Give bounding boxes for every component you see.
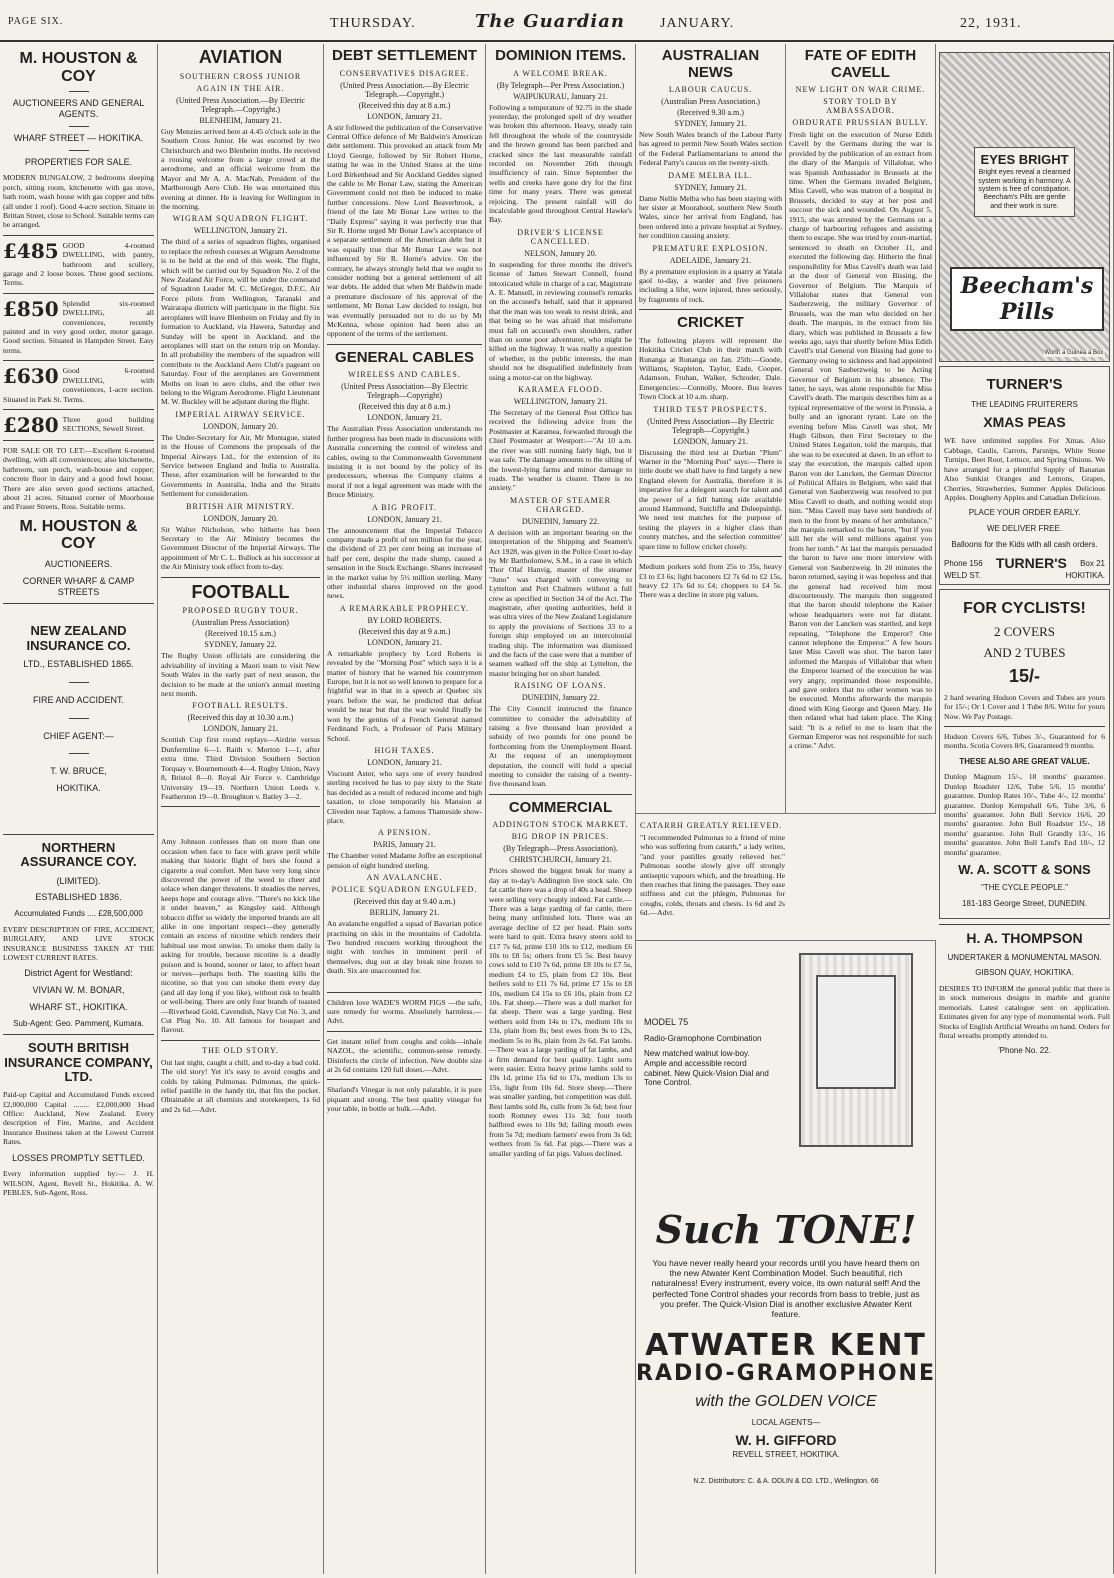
pension-dateline: PARIS, January 21. [373, 840, 436, 850]
taxes-heading: HIGH TAXES. [374, 745, 435, 755]
thompson-title: H. A. THOMPSON [966, 930, 1083, 947]
property-1: MODERN BUNGALOW, 2 bedrooms sleeping porch, sitting room, kitchenette with gas stove, bath room, wash house with gas copper and tubs (all under 1 roof). Good 4-acre section. Situate in Brittan Street, close to School. Suitable terms can be arranged. [3, 173, 154, 230]
vinegar-advert: Sharland's Vinegar is not only palatable, it is pure piquant and strong. The best quality vinegar for your table, in bottle or bulk.—Advt. [327, 1085, 482, 1114]
results-received: (Received this day at 10.30 a.m.) [187, 713, 294, 723]
master-dateline: DUNEDIN, January 22. [521, 516, 600, 526]
scott-address: 181-183 George Street, DUNEDIN. [962, 898, 1087, 908]
catarrh-heading: CATARRH GREATLY RELIEVED. [640, 821, 783, 830]
houston2-address: CORNER WHARF & CAMP STREETS [22, 575, 135, 597]
houston-sub: AUCTIONEERS AND GENERAL AGENTS. [12, 98, 145, 119]
nazol-advert: Get instant relief from coughs and colds—inhale NAZOL, the scientific, common-sense remedy. Disinfects the circle of infection. New double size at 2s 6d contains 120 full doses.—Advt. [327, 1036, 482, 1075]
radio-gramophone-title: RADIO-GRAMOPHONE [636, 1361, 936, 1387]
wigram-heading: WIGRAM SQUADRON FLIGHT. [172, 214, 309, 224]
aviation-credit: (United Press Association.—By Electric Telegraph.—Copyright.) [176, 95, 305, 114]
value-text: Dunlop Magnum 15/-, 18 months' guarantee. Dunlop Roadster 12/6, Tube 5/6, 15 months' guarantee. Dunlop Rates 10/-, Tube 4/-, 12 months' guarantee. Dunlop Kempshall 6/6, Tube 3/6, 6 months' guarantee. John Bull Service 16/6, 20 months' guarantee. John Bull Roadster 15/-, 18 months' guarantee. John Bull Grandly 13/-, 16 months' guarantee. John Bull Land's End 10/-, 12 months' guarantee. [944, 772, 1105, 857]
imperial-body: The Under-Secretary for Air, Mr Montague, stated in the House of Commons the proposals of the Imperial Airways Ltd., for the extension of its Service between England and India to Australia. These, after examination will be forwarded to the Governments in Australia, India and the Straits Settlement for consideration. [161, 432, 320, 499]
south-british-info: Every information supplied by:— J. H. WILSON, Agent, Revell St., Hokitika. A. W. PEBLES, Sub-Agent, Ross. [3, 1169, 154, 1198]
turner-town: HOKITIKA. [1065, 571, 1105, 581]
pension-body: The Chamber voted Madame Joffre an exceptional pension of eight hundred sterling. [327, 851, 482, 870]
masthead-paper-title: The Guardian [475, 11, 625, 32]
avalanche-received: (Received this day at 9.40 a.m.) [353, 897, 456, 907]
prophecy-dateline: LONDON, January 21. [367, 637, 442, 647]
northern-desc: EVERY DESCRIPTION OF FIRE, ACCIDENT, BURGLARY, AND LIVE STOCK INSURANCE BUSINESS TAKEN AT THE LOWEST CURRENT RATES. [3, 924, 154, 962]
cavell-body: Fresh light on the execution of Nurse Edith Cavell by the Germans during the war is provided by the publication of an extract from the diary of the Marquis of Villalobar, who was Spanish Ambassador in Brussels at the time. When the Germans invaded Belgium, Miss Cavell, who was matron of a hospital in Brussels, decided to stay at her post and succour the sick and wounded. On August 5, 1915, she was arrested by the Germans on a charge of harbouring refugees and assisting them to escape. She was tried by court-martial, sentenced to death on October 11, and executed the following day. Hitherto the final responsibility for Miss Cavell's death was laid at the door of General von Bissing, the Governor of Belgium. The Marquis of Villalobar states that General von Sauberzweig, the military Governor of Brussels, was the man who decided on her death. The marquis, in the extract from his diary, which was published in Brussels a few weeks ago, says that shortly before Miss Edith Cavell's trial General von Bissing had gone to Germany owing to sickness and had appointed General von Sauberzweig to be Acting Governor of Belgium in his absence. The latter, he says, was alone responsible for Miss Cavell's death. The marquis describes him as a typical representative of the worst in Prussia, a bully and an ignorant tyrant. Late on the evening before Miss Cavell was shot, Mr Hugh Gibson, then First Secretary to the United States Legation, told the marquis, that she was to be executed at dawn. In an effort to stay the execution, the marquis called upon Baron von der Lancken, the German Director of Political Affairs in Belgium, who said that General von Sauberzweig was resolved to put Miss Cavell to death, and nothing would stop him. "Miss Cavell may have sent hundreds of men to the front by means of her ambulance," the marquis remarked to the baron, "but if you kill her she will send millions against you from her tomb." At last the marquis persuaded the baron to have one more interview with General von Sauberzweig. In 20 minutes the baron returned, saying it was hopeless and that the general had received him most discourteously. The marquis then suggested that the baron should telephone the Kaiser whose headquarters were not far distant. Baron von der Lancken was startled, and kept repeating, "Telephone the Emperor? One cannot telephone the Emperor." A few hours later Miss Cavell was shot. The baron later informed the Marquis of Villalobar that when the Emperor learned of the execution he was very angry, reprimanded those responsible, and gave orders that no other women was to be executed. Months afterwards the marquis dined with King George and Queen Mary. He then related what had taken place. The King said: "It is a relief to me to learn that the German Emperor was not responsible for such a crime." Advt. [789, 130, 932, 751]
property-850: £850 Splendid six-roomed DWELLING, all conveniences, recently painted and in very good order, motor garage. Good section. Situated in Hampden Street. Easy terms. [3, 296, 154, 355]
avalanche-sub: POLICE SQUADRON ENGULFED. [331, 885, 478, 895]
master-body: A decision with an important bearing on the interpretation of the Shipping and Seamen's Act 1928, was given in the Police Court to-day by Mr Bartholomew, S.M., in a case in which Thor Olaf Hanvig, master of the steamer "Juno" was charged with conveying to Lyttelton and Port Chalmers without a full crew as specified in Section 34 of the Act. The magistrate, after quoting authorities, held it was ultra vires of the New Zealand Legislature to apply the provisions of Sections 33 to a foreign ship employed on an intercolonial trading ship. The information was dismissed and the facts of the case were that a number of seamen walked off the ship at Lyttelton, the master bringing her on short handed. [489, 527, 632, 678]
xmas-peas: XMAS PEAS [983, 414, 1066, 431]
master-heading: MASTER OF STEAMER CHARGED. [509, 495, 611, 514]
thompson-phone: 'Phone No. 22. [998, 1046, 1051, 1056]
place-order: PLACE YOUR ORDER EARLY. [968, 508, 1081, 518]
australian-heading: AUSTRALIAN NEWS [661, 47, 760, 81]
debt-heading: DEBT SETTLEMENT [332, 47, 477, 64]
loans-heading: RAISING OF LOANS. [514, 681, 607, 691]
turner-street: WELD ST. [944, 571, 981, 581]
results-dateline: LONDON, January 21. [203, 724, 278, 734]
for-sale-text: FOR SALE OR TO LET:—Excellent 6-roomed dwelling, with all conveniences; also kitchenette, bathroom, sun porch, wash-house and copper; concrete floor in dairy and a good fowl house. There are also seven good sections attached, about 21 acres. Situated corner of Moorhouse and Fraser Streets, Ross. Suitable terms. [3, 445, 154, 512]
cables-sub: WIRELESS AND CABLES. [348, 370, 461, 380]
column-2-aviation [158, 44, 324, 1574]
scott-title: W. A. SCOTT & SONS [958, 861, 1091, 877]
nzi-title: NEW ZEALAND INSURANCE CO. [26, 623, 131, 653]
thompson-text: DESIRES TO INFORM the general public that there is in stock numerous designs in marble and granite memorials. Latest catalogue sent on application. Estimates given for any type of monumental work. Full Stocks of English Artificial Wreaths on hand. Orders for floral wreaths promptly attended to. [939, 984, 1111, 1041]
cavell-sub: NEW LIGHT ON WAR CRIME. [795, 85, 926, 94]
cables-credit: (United Press Association—By Electric Telegraph—Copyright) [341, 382, 468, 401]
dominion-credit: (By Telegraph—Per Press Association.) [496, 80, 625, 90]
south-british-losses: LOSSES PROMPTLY SETTLED. [12, 1152, 145, 1163]
football-body: The Rugby Union officials are considering the advisability of inviting a Maori team to visit New South Wales in the early part of next season, the decision to be made at the union's annual meeting next month. [161, 651, 320, 699]
results-heading: FOOTBALL RESULTS. [192, 701, 289, 711]
column-3-debt [324, 44, 486, 1574]
results-body: Scottish Cup first round replays—Airdrie versus Dunfermline 6—1. Raith v. Morton 1—1, after extra time. Third Division Southern Section Torquay v. Bournemouth 4—4. Rugby Union, Navy 8, Bristol 8—0. Royal Air Force v. Cambridge University 19—19. Northern Union Leeds v. Featherston 19—0. Broughton v. Batley 3—2. [161, 735, 320, 801]
karamea-body: The Secretary of the General Post Office has received the following advice from the Postmaster at Karamea, forwarded through the Chief Postmaster at Westport:—"At 10 a.m. the river was still running fairly high, but it was safe. The damage amounts to the silting of the lowest-lying farms and minor damage to roads. The weather is clearer. There is no anxiety." [489, 408, 632, 493]
property-280: £280 Three good building SECTIONS, Sewell Street. [3, 412, 154, 437]
gifford-name: W. H. GIFFORD [735, 1432, 837, 1449]
cavell-sub2: STORY TOLD BY AMBASSADOR. [823, 97, 898, 115]
such-tone-heading: Such TONE! [655, 1207, 917, 1252]
northern-est: ESTABLISHED 1836. [35, 892, 122, 903]
loans-body: The City Council instructed the finance committee to consider the advisability of raising a five thousand loan provided a subsidy of two pounds for one pound be forthcoming from the Unemployment Board. At the request of an unemployment deputation, the council will hold a special meeting to consider the raising of a twenty-five thousand loan. [489, 704, 632, 789]
two-tubes: AND 2 TUBES [983, 645, 1066, 661]
explosion-body: By a premature explosion in a quarry at Yatala gaol to-day, a warder and five prisoners including a lifer, were injured, three seriously, by fragments of rock. [639, 266, 782, 304]
turner-text: WE have unlimited supplies For Xmas. Also Cabbage, Caulis, Carrots, Parsnips, White Stone Turnips, Beet Root, Lettuce, and Spring Onions. We have arranged for a plentiful Supply of Bananas Also Sunkist Oranges and Lemons, Grapes, Cherries, Strawberries, Summer Apples Delicious Apples. Dougherty Apples and Canadian Delicious. [944, 436, 1105, 502]
australian-dateline: SYDNEY, January 21. [674, 119, 747, 128]
local-agents: LOCAL AGENTS— [751, 1417, 821, 1427]
commercial-body: Prices showed the biggest break for many a day at to-day's Addington live stock sale. On fat cattle there was a drop of 40s a head. Sheep were selling very cheaply indeed. Fat cattle.—There was a large yarding of fat cattle, there being many unfinished lots. There was an average decline of £2 per head. Plain sorts were hard to quit. Extra heavy steers sold to £17 7s 6d, prime £10 10s to £12, medium £6 10s to £8 5s; others from £5 5s. Best heavy cows sold to £10 7s 6d, prime £8 10s to £7 5s, medium £4 to £5, plain from £2 10s. Best heifers sold to £11 7s 6d, prime £7 15s to £8 10s, medium £4 15s to £6 10s, plain from £2 10s. Fat sheep.—There was a dull market for fat sheep. There was a large yarding. Best wethers sold from 14s to 17s, medium 10s to 13s, plain from 8s; best ewes from 9s to 12s, medium 5s to 8s, plain from 2s 6d. Fat lambs.—There was a large yarding of fat lambs, and a firm demand for best quality. Light sorts were easier. Extra heavy prime lambs sold to 19s 1d, prime 15s 6d to 17s, medium 13s to 15s, light from 10s 6d. Store sheep.—There was smaller yarding, but competition was dull. Best lambs sold 8s, culls from 3s 6d; best four tooth Romney ewes 11s 3d; four tooth halfbred ewes to 10s 9d; failing mouth ewes from 5s 7d; medium farmers' ewes from 3s 6d; wethers from 5s 6d. Fat pigs.—There was a smaller yarding of fat pigs. Values declined. [489, 866, 632, 1158]
debt-dateline: LONDON, January 21. [367, 111, 442, 121]
eyes-bright: EYES BRIGHT [980, 152, 1069, 167]
dominion-heading: DOMINION ITEMS. [495, 47, 626, 64]
melba-heading: DAME MELBA ILL. [668, 170, 753, 180]
cables-received: (Received this day at 8 a.m.) [358, 402, 451, 412]
turner-phone: Phone 156 [944, 558, 983, 568]
thompson-sub: UNDERTAKER & MONUMENTAL MASON. [947, 952, 1102, 962]
profit-heading: A BIG PROFIT. [371, 502, 438, 512]
beecham-logo: Beecham's Pills [960, 273, 1094, 325]
turner-title: TURNER'S [986, 376, 1063, 393]
model-text: New matched walnut low-boy. Ample and accessible record cabinet. New Quick-Vision Dial and Tone Control. [644, 1049, 769, 1088]
dominion-body: Following a temperature of 92.75 in the shade yesterday, the prolonged spell of dry weather was broken this afternoon. Heavy, steady rain fell throughout the whole of the countryside and the brown ground has been parched and cracked since the last measurable rainfall recorded on November 26th through insufficiency of rain. Since September the wells and creeks have gone dry for the first time for many years. There was general rejoicing. The present rainfall will do incalculable good throughout Central Hawke's Bay. [489, 102, 632, 225]
prophecy-received: (Received this day at 9 a.m.) [358, 626, 451, 636]
football-dateline: SYDNEY, January 22. [204, 640, 277, 650]
scott-sub: "THE CYCLE PEOPLE." [980, 883, 1069, 893]
masthead-day: THURSDAY. [330, 16, 416, 31]
property-485: £485 GOOD 4-roomed DWELLING, with pantry, bathroom and scullery, garage and 2 loose boxes. Three good sections. Terms. [3, 238, 154, 288]
aviation-dateline: BLENHEIM, January 21. [199, 115, 282, 125]
golden-voice: with the GOLDEN VOICE [695, 1393, 877, 1411]
turner-advert [939, 366, 1110, 585]
cyclists-text: 2 hard wearing Hudson Covers and Tubes are yours for 15/-; Or 1 Cover and 1 Tube 8/6. Write for yours Now. We Pay Postage. [944, 692, 1105, 721]
column-5-australian [636, 44, 786, 814]
turner-title-2: TURNER'S [995, 555, 1067, 572]
northern-sub: (LIMITED). [56, 875, 101, 886]
turner-box: Box 21 [1080, 558, 1105, 568]
debt-credit: (United Press Association.—By Electric Telegraph.—Copyright.) [340, 80, 469, 99]
test-body: Discussing the third test at Durban "Plum" Warner in the "Morning Post" says:—There is little doubt we shall have to find largely a new England eleven for Australia, therefore it is imperative for a delegent search for talent and the power of a full batting side available around Hammond, Sutcliffe and Duleepsinhji. We need test matches for the purpose of testing the players in a higher class than county matches, and the selection committee' spare time to follow cricket closely. [639, 447, 782, 551]
australian-sub: LABOUR CAUCUS. [668, 85, 753, 94]
taxes-body: Viscount Astor, who says one of every hundred sterling received he has to pay sixty to the State has decided as a result of reduced income and high taxation, to close temporarily his Mansion at Cliveden near Taplow, a famous Thameside show-place. [327, 768, 482, 825]
nzi-place: HOKITIKA. [56, 783, 101, 794]
karamea-heading: KARAMEA FLOOD. [518, 385, 603, 395]
license-heading: DRIVER'S LICENSE CANCELLED. [517, 227, 604, 246]
cricket-heading: CRICKET [677, 314, 744, 332]
aviation-sub2: AGAIN IN THE AIR. [196, 83, 285, 93]
beecham-worth: Worth a Guinea a Box. [1044, 349, 1105, 356]
aviation-body: Guy Menzies arrived here at 4.45 o'clock sole in the Southern Cross Junior. He was escorted by two Christchurch and two Blenheim moths. He received a rousing welcome from a large crowd at the aerodrome, and an official welcome from the Mayor and Mr A. A. MacNab, President of the Marlborough Aero Club. He was entertained this evening at dinner. He is leaving for Wellington in the morning. [161, 126, 320, 212]
distributors: N.Z. Distributors: C. & A. ODLIN & CO. LTD., Wellington. 66 [693, 1478, 879, 1486]
prophecy-body: A remarkable prophecy by Lord Roberts is revealed by the "Morning Post" which says it is a matter of history that he warned his countrymen Europe, but it is not so well known to prepare for a frightful war in that in a speech at Quebec six years before the war, he predicted that defeat would be near but that the war would finally be won by the genius of a French General named Ferdinand Foch, a Professor of Paris Military School. [327, 648, 482, 743]
column-4-dominion [486, 44, 636, 1574]
ministry-body: Sir Walter Nicholson, who hitherto has been Secretary to the Air Ministry becomes the Government Director of the Imperial Airways. The appointment of Mr C. L. Bullock as his successor at the Air Ministry took effect from to-day. [161, 524, 320, 572]
hudson-text: Hudson Covers 6/6, Tubes 3/-, Guaranteed for 6 months. Scotia Covers 8/6, Guaranteed 9 months. [944, 731, 1105, 751]
karamea-dateline: WELLINGTON, January 21. [513, 397, 608, 407]
commercial-sub2: BIG DROP IN PRICES. [511, 832, 610, 842]
cricket-body: The following players will represent the Hokitika Cricket Club in their match with Runanga at Runanga on Jan. 25th:—Goode, Williams, Stapleton, Taylor, Eade, Cooper, Adamson, Fruhan, Walker, Schroder, Dale. Emergencies:—Connolly, Moore. Bus leaves Town Clock at 10 a.m. sharp. [639, 335, 782, 402]
cavell-sub3: OBDURATE PRUSSIAN BULLY. [792, 118, 929, 127]
great-value: THESE ALSO ARE GREAT VALUE. [959, 756, 1090, 766]
tone-text: You have never really heard your records until you have heard them on the new Atwater Kent Combination Model. Such beautiful, rich naturalness! Every instrument, every voice, its own natural self! And the perfected Tone Control shades your records from bass to treble, just as you prefer. The Quick-Vision Dial is another exclusive Atwater Kent feature. [651, 1258, 921, 1319]
northern-funds: Accumulated Funds .... £28,500,000 [14, 909, 143, 919]
balloons: Balloons for the Kids with all cash orders. [951, 539, 1098, 549]
masthead [0, 6, 1114, 42]
cyclists-price: 15/- [1008, 665, 1041, 686]
football-heading: FOOTBALL [191, 581, 290, 602]
old-story-heading: THE OLD STORY. [202, 1045, 279, 1055]
dominion-dateline: WAIPUKURAU, January 21. [513, 91, 608, 101]
debt-received: (Received this day at 8 a.m.) [358, 100, 451, 110]
commercial-heading: COMMERCIAL [508, 798, 613, 816]
imperial-heading: IMPERIAL AIRWAY SERVICE. [175, 409, 306, 419]
aviation-heading: AVIATION [198, 47, 283, 67]
radio-cabinet-illustration [799, 953, 913, 1147]
imperial-dateline: LONDON, January 20. [203, 421, 278, 431]
license-dateline: NELSON, January 20. [524, 248, 597, 258]
atwater-kent-logo: ATWATER KENT [645, 1328, 927, 1364]
thompson-address: GIBSON QUAY, HOKITIKA. [975, 968, 1074, 978]
nzi-chief: CHIEF AGENT:— [43, 730, 114, 741]
football-sub: PROPOSED RUGBY TOUR. [182, 606, 299, 616]
explosion-dateline: ADELAIDE, January 21. [669, 255, 752, 265]
ministry-dateline: LONDON, January 20. [203, 513, 278, 523]
australian-received: (Received 9.30 a.m.) [677, 108, 744, 117]
loans-dateline: DUNEDIN, January 22. [521, 693, 600, 703]
northern-district: District Agent for Westland: [24, 968, 133, 979]
cables-heading: GENERAL CABLES [335, 348, 474, 366]
ministry-heading: BRITISH AIR MINISTRY. [186, 501, 295, 511]
northern-agent: VIVIAN W. M. BONAR, [32, 985, 125, 996]
property-630: £630 Good 6-roomed DWELLING, with conveniences, 1-acre section. Situated in Park St. Terms. [3, 364, 154, 404]
avalanche-heading: AN AVALANCHE. [366, 873, 443, 883]
avalanche-body: An avalanche engulfed a squad of Bavarian police practising on skis in the mountains of Cadolzla. Two hundred rescuers working throughout the night with torches in imminent peril of themselves, dug out at day break nine frozen to death. Six are unaccounted for. [327, 919, 482, 976]
aviation-sub: SOUTHERN CROSS JUNIOR [179, 71, 302, 81]
taxes-dateline: LONDON, January 21. [367, 757, 442, 767]
wigram-body: The third of a series of squadron flights, organised to replace the refresh courses at Wigram Aerodrome is to be held at the end of this week. The flight, which will be carried out by Squadron No. 2 of the New Zealand Air Force, will be under the command of Squadron Leader M. C. McGregor, D.F.C. Air Force pilots from Wellington, Taranaki and Wairarapa districts will participate in the flight. Six aeroplanes will leave Blenheim on Friday and fly in formation to Auckland, via Hawera, Saturday and Sunday will be spent in Auckland, and the aeroplanes will start on the return trip on Monday. In all probability the members of the squadron will contribute to the Auckland Aero Club's pageant on Saturday. Four of the aeroplanes are Government Moths on loan to aero clubs, and the other two belong to the Wigram Aerodrome. Flight Lieutenant M. W. Buckley will be adjutant during the flight. [161, 237, 320, 407]
northern-address: WHARF ST., HOKITIKA. [29, 1001, 128, 1012]
australian-credit: (Australian Press Association.) [661, 97, 760, 106]
atwater-kent-advert [636, 940, 936, 1574]
houston2-sub: AUCTIONEERS. [44, 558, 113, 569]
eyes-text: Bright eyes reveal a cleansed system working in harmony. A system is free of constipation. Beecham's Pills are gentle and their work is sure. [978, 169, 1071, 210]
melba-dateline: SYDNEY, January 21. [674, 182, 747, 192]
commercial-sub: ADDINGTON STOCK MARKET. [492, 820, 629, 830]
cyclists-heading: FOR CYCLISTS! [963, 600, 1086, 618]
beecham-advert [939, 52, 1110, 362]
two-covers: 2 COVERS [993, 623, 1056, 639]
cables-dateline: LONDON, January 21. [367, 413, 442, 423]
cyclists-advert [939, 589, 1110, 919]
pig-market: Medium porkers sold from 25s to 35s, heavy £3 to £3 6s; light baconers £2 7s 6d to £2 15s, heavy £2 17s 6d to £4; choppers to £4 5s. There was a decline in store pig values. [639, 562, 782, 600]
catarrh-item [640, 818, 930, 938]
commercial-credit: (By Telegraph—Press Association). [503, 844, 618, 854]
cables-body: The Australian Press Association understands no further progress has been made in discussions with Australia concerning the control of wireless and cables, owing to the Commonwealth Government insisting it is not bound by the policy of its predecessors, whereas the Company claims a moral if not a legal agreement was made with the Bruce Ministry. [327, 424, 482, 500]
houston2-title: M. HOUSTON & COY [19, 517, 138, 553]
properties-title: PROPERTIES FOR SALE. [24, 156, 133, 167]
south-british-title: SOUTH BRITISH INSURANCE COMPANY, LTD. [4, 1040, 153, 1084]
dominion-sub: A WELCOME BREAK. [513, 68, 608, 78]
melba-body: Dame Nellie Melba who has been staying with her sister at Moorabool, southern New South Wales, since her arrival from England, has been ordered into a private hospital at Sydney, her condition causing anxiety. [639, 193, 782, 241]
license-body: In suspending for three months the driver's license of James Stewart Connell, found intoxicated while in charge of a car, Magistrate A. E. Mansell, in reviewing counsel's remarks on the accused's behalf, said that it appeared that the man was too weak to resist drink, and that being so he was afraid that misfortune must fall on accused's own shoulders, rather than on some poor adventurer, who might be killed on the highway. It was really a question of whether, in the public interests, the man should not be disqualified indefinitely from using a motor-car on the highway. [489, 259, 632, 382]
football-credit: (Australian Press Association) [192, 618, 289, 628]
australian-body: New South Wales branch of the Labour Party has agreed to permit New South Wales section of the Federal Parliamentarians to attend the Federal Party's caucus on the twenty-sixth. [639, 130, 782, 168]
masthead-month: JANUARY. [660, 16, 735, 31]
prophecy-heading: A REMARKABLE PROPHECY. [339, 603, 470, 613]
worm-figs-advert: Children love WADE'S WORM FIGS —the safe, sure remedy for worms. Absolutely harmless.—Advt. [327, 997, 482, 1026]
deliver-free: WE DELIVER FREE. [986, 523, 1063, 533]
turner-sub: THE LEADING FRUITERERS [971, 399, 1078, 409]
debt-body: A stir followed the publication of the Conservative Central Office defence of Mr Baldwin's American debt settlement. This provoked an attack from Mr Lloyd George, followed by Sir Robert Horne, stating he was in the United States at the time Lord Birkenhead and Sir Auckland Geddes signed the cable to Mr Bonar Law, stating the American Government could not then be induced to make further concessions. Now Lord Beaverbrook, a friend of the late Mr Bonar Law writes to the "Daily Express" saying it was perfectly true that Sir R. Horne urged Mr Bonar Law's acceptance of a separate settlement of the American debt but it was equally true that Mr Bonar Law was not influenced by Sir R. Horne's advice. On the contrary, he always strongly held that we ought to consider nothing but a general settlement of all war debts. He added that when Mr Baldwin made a premature disclosure of his approval of the settlement, Mr Bonar Law decided to resign, but was eventually persuaded not to do so by Mr McKenna, whose opinion had been also an opponent of the terms of the settlement. [327, 122, 482, 339]
test-heading: THIRD TEST PROSPECTS. [653, 404, 768, 414]
avalanche-dateline: BERLIN, January 21. [369, 908, 440, 918]
column-6-cavell [786, 44, 936, 814]
explosion-heading: PREMATURE EXPLOSION. [652, 243, 769, 253]
gifford-address: REVELL STREET, HOKITIKA. [732, 1450, 840, 1460]
football-received: (Received 10.15 a.m.) [205, 629, 276, 639]
nzi-fire: FIRE AND ACCIDENT. [32, 694, 124, 705]
page-number: PAGE SIX. [8, 16, 64, 27]
johnson-advert: Amy Johnson confesses than on more than one occasion when face to face with grave peril while making that historic flight of hers she found a cigarette a real comfort. Men have very long since discovered the power of the weed to cheer and solace when danger threatens. It steadies the nerves, keeps hope and courage alive. "There's no kick like it under heaven," as Kingsley said. Although tobacco differ so widely the imported brands are all alike in one important respect—they generally contain an excess of nicotine which renders their habitual use most unwise. To smoke them daily is asking for trouble, because nicotine is a deadly poison and is bound, sooner or later, to affect heart or nerves—perhaps both. The toasting kills the nicotine, so that you can smoke them every day (and all day long if you like), without risk to health or well-being. There are only four brands of toasted—Riverhead Gold, Cavendish, Navy Cut No. 3, and Cut Plug No. 10. All famous for bouquet and flavour. [161, 837, 320, 1035]
pension-heading: A PENSION. [377, 828, 432, 838]
northern-title: NORTHERN ASSURANCE COY. [20, 839, 137, 870]
south-british-text: Paid-up Capital and Accumulated Funds exceed £2,000,000 Capital ........ £2,000,000 Head Office: Auckland, New Zealand. Every description of Fire, Marine, and Accident Insurance Business taken at the Lowest Current Rates. [3, 1090, 154, 1147]
test-credit: (United Press Association—By Electric Telegraph—Copyright.) [647, 416, 774, 435]
cavell-heading: FATE OF EDITH CAVELL [804, 47, 917, 81]
model-sub: Radio-Gramophone Combination [644, 1033, 762, 1043]
prophecy-by: BY LORD ROBERTS. [367, 615, 442, 625]
profit-dateline: LONDON, January 21. [367, 514, 442, 524]
column-7-ads [936, 44, 1114, 1574]
houston-address: WHARF STREET — HOKITIKA. [13, 132, 144, 143]
column-1-ads [0, 44, 158, 1574]
old-story-body: Out last night, caught a chill, and to-day a bad cold. The old story! Yet it's easy to avoid coughs and colds by taking Pulmonas. Pulmonas, the quick-relief pastille in the handy tin, that fits the pocket. Obtainable at all chemists and storekeepers, 1s 6d and 2s 6d.—Advt. [161, 1057, 320, 1114]
model-number: MODEL 75 [644, 1017, 689, 1027]
nzi-agent: T. W. BRUCE, [50, 766, 107, 777]
masthead-date: 22, 1931. [960, 16, 1022, 31]
catarrh-body: "I recommended Pulmonas to a friend of mine who was suffering from catarrh," a lady writes, "and your pastilles greatly relieved her." Pulmonas soothe slowly give off strongly antiseptic vapours which, and the breathing. He then reaches that lining the passages. They ease stiffness and cut the phlegm, Pulmonas for coughs, colds, throats and chests. 1s 6d and 2s 6d.—Advt. [640, 833, 785, 918]
houston-title: M. HOUSTON & COY [19, 50, 138, 85]
test-dateline: LONDON, January 21. [673, 436, 748, 446]
profit-body: The announcement that the Imperial Tobacco company made a profit of ten million for the year, the dividend of 23 per cent being an increase of half per cent, despite the trade slump, caused a sensation in the Stock Exchange. Shares increased in the market value by 5½ million sterling. Many other industrial shares improved on the good news. [327, 525, 482, 601]
nzi-sub: LTD., ESTABLISHED 1865. [23, 658, 134, 669]
northern-subagent: Sub-Agent: Geo. Pammenț, Kumara. [13, 1018, 144, 1028]
commercial-dateline: CHRISTCHURCH, January 21. [509, 855, 612, 865]
wigram-dateline: WELLINGTON, January 21. [193, 226, 288, 236]
debt-sub: CONSERVATIVES DISAGREE. [339, 68, 470, 78]
